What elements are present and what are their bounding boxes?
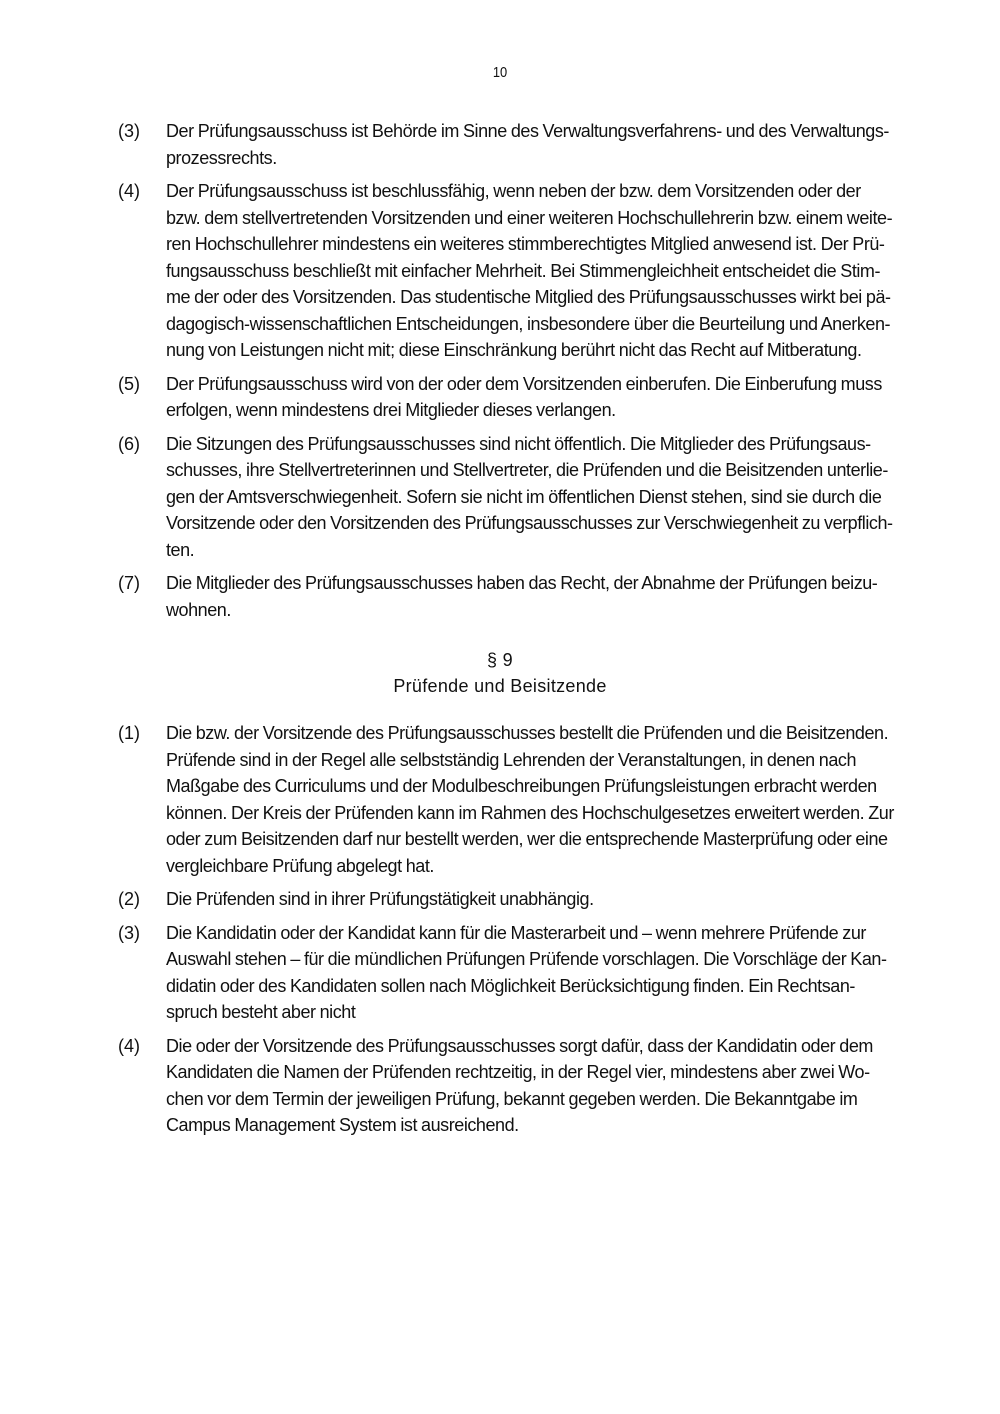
text-line: dagogisch-wissenschaftlichen Entscheidungen, insbesondere über die Beurteilung und Anerken- <box>166 313 891 334</box>
paragraph-text <box>166 720 894 879</box>
paragraph-text <box>166 886 888 913</box>
section-9-paragraphs <box>118 720 894 1146</box>
text-line: spruch besteht aber nicht <box>166 1002 356 1022</box>
text-line: didatin oder des Kandidaten sollen nach Möglichkeit Berücksichtigung finden. Ein Rechtsan- <box>166 975 855 996</box>
text-line: Vorsitzende oder den Vorsitzenden des Prüfungsausschusses zur Verschwiegenheit zu verpflich- <box>166 513 893 533</box>
paragraph-number: (1) <box>118 723 140 743</box>
paragraph-number: (5) <box>118 373 140 394</box>
paragraph <box>118 570 888 623</box>
text-line: ren Hochschullehrer mindestens ein weiteres stimmberechtigtes Mitglied anwesend ist. Der Prü- <box>166 234 885 254</box>
paragraph-text <box>166 178 892 364</box>
text-line: chen vor dem Termin der jeweiligen Prüfung, bekannt gegeben werden. Die Bekanntgabe im <box>166 1088 858 1109</box>
paragraph-number: (4) <box>118 1035 140 1056</box>
paragraph <box>118 431 893 564</box>
text-line: Die Mitglieder des Prüfungsausschusses haben das Recht, der Abnahme der Prüfungen beizu- <box>166 573 878 593</box>
paragraph <box>118 1033 888 1139</box>
text-line: bzw. dem stellvertretenden Vorsitzenden und einer weiteren Hochschullehrerin bzw. einem weite- <box>166 207 893 228</box>
text-line: Maßgabe des Curriculums und der Modulbeschreibungen Prüfungsleistungen erbracht werden <box>166 776 877 796</box>
text-line: Der Prüfungsausschuss ist Behörde im Sinne des Verwaltungsverfahrens- und des Verwaltungs- <box>166 121 889 141</box>
text-line: Campus Management System ist ausreichend. <box>166 1115 519 1135</box>
paragraph-text <box>166 1033 888 1139</box>
text-line: oder zum Beisitzenden darf nur bestellt werden, wer die entsprechende Masterprüfung oder eine <box>166 829 888 849</box>
paragraph <box>118 920 888 1026</box>
text-line: Kandidaten die Namen der Prüfenden rechtzeitig, in der Regel vier, mindestens aber zwei Wo- <box>166 1062 870 1082</box>
paragraph <box>118 720 894 879</box>
paragraph-text <box>166 920 888 1026</box>
paragraph-number: (3) <box>118 121 140 141</box>
text-line: Auswahl stehen – für die mündlichen Prüfungen Prüfende vorschlagen. Die Vorschläge der Kan- <box>166 949 887 969</box>
text-line: gen der Amtsverschwiegenheit. Sofern sie nicht im öffentlichen Dienst stehen, sind sie durch die <box>166 486 882 507</box>
page-number: 10 <box>492 64 508 81</box>
paragraph-text <box>166 570 888 623</box>
text-line: fungsausschuss beschließt mit einfacher Mehrheit. Bei Stimmengleichheit entscheidet die Stim- <box>166 260 881 281</box>
paragraph <box>118 886 888 913</box>
text-line: Die Kandidatin oder der Kandidat kann für die Masterarbeit und – wenn mehrere Prüfende zur <box>166 922 866 943</box>
paragraph <box>118 118 888 171</box>
paragraph <box>118 371 888 424</box>
section-sign-heading: § 9 <box>487 650 513 670</box>
text-line: erfolgen, wenn mindestens drei Mitglieder dieses verlangen. <box>166 400 616 420</box>
text-line: Die oder der Vorsitzende des Prüfungsausschusses sorgt dafür, dass der Kandidatin oder dem <box>166 1035 873 1056</box>
paragraph-text <box>166 118 889 171</box>
text-line: ten. <box>166 539 195 560</box>
text-line: können. Der Kreis der Prüfenden kann im Rahmen des Hochschulgesetzes erweitert werden. Zur <box>166 802 894 823</box>
paragraph-number: (4) <box>118 181 140 201</box>
paragraph-number: (6) <box>118 433 140 454</box>
text-line: Der Prüfungsausschuss ist beschlussfähig, wenn neben der bzw. dem Vorsitzenden oder der <box>166 181 861 201</box>
paragraph-text <box>166 371 888 424</box>
text-line: nung von Leistungen nicht mit; diese Einschränkung berührt nicht das Recht auf Mitberatung. <box>166 340 862 360</box>
paragraph-number: (7) <box>118 573 140 593</box>
paragraph-number: (2) <box>118 889 140 909</box>
text-line: Die Prüfenden sind in ihrer Prüfungstätigkeit unabhängig. <box>166 889 594 909</box>
section-title-heading: Prüfende und Beisitzende <box>393 676 607 696</box>
paragraph-text <box>166 431 893 564</box>
text-line: wohnen. <box>166 599 231 620</box>
paragraph-number: (3) <box>118 922 140 943</box>
text-line: Der Prüfungsausschuss wird von der oder dem Vorsitzenden einberufen. Die Einberufung muss <box>166 373 882 394</box>
paragraph <box>118 178 893 364</box>
section-8-paragraphs <box>118 118 893 630</box>
text-line: Die Sitzungen des Prüfungsausschusses sind nicht öffentlich. Die Mitglieder des Prüfungsaus- <box>166 433 871 454</box>
text-line: schusses, ihre Stellvertreterinnen und Stellvertreter, die Prüfenden und die Beisitzenden unterlie- <box>166 460 888 480</box>
text-line: Die bzw. der Vorsitzende des Prüfungsausschusses bestellt die Prüfenden und die Beisitzenden. <box>166 723 889 743</box>
text-line: me der oder des Vorsitzenden. Das studentische Mitglied des Prüfungsausschusses wirkt bei pä- <box>166 287 891 307</box>
text-line: Prüfende sind in der Regel alle selbstständig Lehrenden der Veranstaltungen, in denen nach <box>166 749 857 770</box>
text-line: vergleichbare Prüfung abgelegt hat. <box>166 855 434 876</box>
text-line: prozessrechts. <box>166 147 277 168</box>
